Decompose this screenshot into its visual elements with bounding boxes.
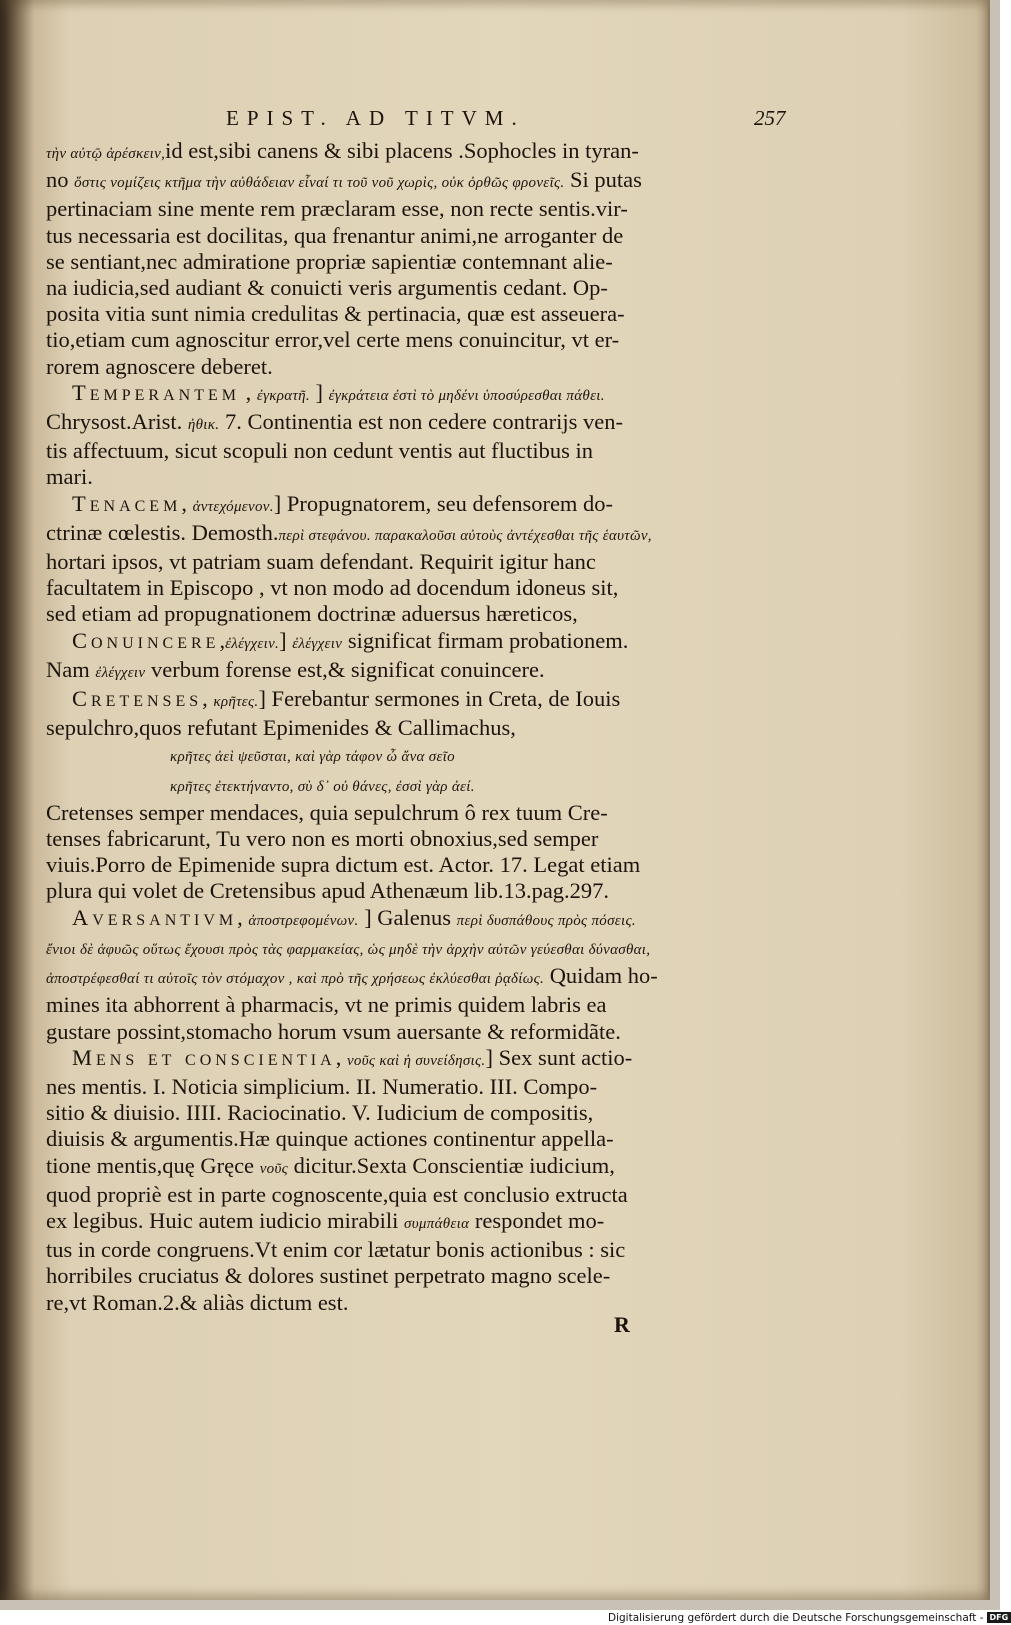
text-line: [46, 275, 746, 301]
latin-text: sed etiam ad propugnationem doctrinæ aduersus hæreticos,: [46, 601, 578, 627]
lemma-heading: Conuincere: [72, 627, 220, 653]
text-line: [46, 905, 746, 934]
greek-text: συμπάθεια: [404, 1215, 470, 1232]
text-line: [46, 520, 746, 549]
latin-text: ex legibus. Huic autem iudicio mirabili: [46, 1207, 405, 1233]
text-line: [46, 491, 746, 520]
latin-text: 7. Continentia est non cedere contrarijs ven-: [219, 409, 623, 435]
latin-text: ,: [239, 379, 257, 405]
text-line: [46, 963, 746, 992]
greek-text: ὅστις νομίζεις κτῆμα τὴν αὐθάδειαν εἶναί τι τοῦ νοῦ χωρὶς, οὐκ ὀρθῶς φρονεῖς.: [74, 175, 565, 192]
text-line: [46, 1074, 746, 1100]
latin-text: Cretenses semper mendaces, quia sepulchrum ô rex tuum Cre-: [46, 799, 608, 825]
latin-text: Quidam ho-: [544, 963, 658, 989]
text-line: [46, 715, 746, 741]
text-line: [46, 1208, 746, 1237]
text-line: [46, 686, 746, 715]
text-line: [46, 1153, 746, 1182]
latin-text: dicitur.Sexta Conscientiæ iudicium,: [288, 1152, 615, 1178]
text-line: [46, 992, 746, 1018]
greek-text: ἀποστρεφομένων.: [248, 912, 359, 929]
lemma-heading: Aversantivm: [72, 904, 238, 930]
latin-text: tio,etiam cum agnoscitur error,vel certe mens conuincitur, vt er-: [46, 327, 620, 353]
running-head-title: EPIST. AD TITVM.: [226, 106, 525, 130]
latin-text: na iudicia,sed audiant & conuicti veris argumentis cedant. Op-: [46, 275, 608, 301]
latin-text: ,: [181, 490, 193, 516]
latin-text: gustare possint,stomacho horum vsum auersante & reformidãte.: [46, 1018, 621, 1044]
latin-text: sitio & diuisio. IIII. Raciocinatio. V. Iudicium de compositis,: [46, 1100, 594, 1126]
latin-text: Si putas: [564, 167, 642, 193]
text-line: [46, 327, 746, 353]
text-line: [46, 878, 746, 904]
greek-text: νοῦς: [259, 1160, 289, 1177]
latin-text: Chrysost.Arist.: [46, 409, 188, 435]
latin-text: ,: [202, 686, 214, 712]
text-line: [46, 1182, 746, 1208]
text-line: [46, 249, 746, 275]
greek-text: ἠθικ.: [187, 417, 220, 434]
latin-text: mines ita abhorrent à pharmacis, vt ne primis quidem labris ea: [46, 992, 607, 1018]
greek-text: ἐλέγχειν: [292, 635, 343, 652]
latin-text: pertinaciam sine mente rem præclaram esse, non recte sentis.vir-: [46, 196, 628, 222]
text-line: [46, 223, 746, 249]
lemma-heading: Tenacem: [72, 490, 182, 516]
text-line: [46, 657, 746, 686]
text-line: [46, 852, 746, 878]
greek-text: κρῆτες ἀεὶ ψεῦσται, καὶ γὰρ τάφον ὦ ἄνα σεῖο: [170, 749, 455, 766]
latin-text: se sentiant,nec admiratione propriæ sapientiæ contemnant alie-: [46, 248, 613, 274]
text-line: [46, 800, 746, 826]
latin-text: no: [46, 167, 75, 193]
text-line: [46, 1290, 746, 1316]
text-line: [46, 1045, 746, 1074]
latin-text: facultatem in Episcopo , vt non modo ad docendum idoneus sit,: [46, 575, 619, 601]
latin-text: ,: [237, 904, 249, 930]
text-line: [46, 1126, 746, 1152]
greek-text: περὶ στεφάνου. παρακαλοῦσι αὐτοὺς ἀντέχεσθαι τῆς ἑαυτῶν,: [278, 527, 652, 544]
greek-text: ἀποστρέφεσθαί τι αὐτοῖς τὸν στόμαχον , καὶ πρὸ τῆς χρήσεως ἐκλύεσθαι ῥᾳδίως.: [46, 971, 545, 988]
latin-text: ] Galenus: [358, 904, 457, 930]
latin-text: diuisis & argumentis.Hæ quinque actiones continentur appella-: [46, 1126, 614, 1152]
text-line: [46, 601, 746, 627]
greek-text: ἐλέγχειν: [95, 664, 146, 681]
text-line: [46, 934, 746, 963]
latin-text: hortari ipsos, vt patriam suam defendant. Requirit igitur hanc: [46, 549, 596, 575]
latin-text: viuis.Porro de Epimenide supra dictum est. Actor. 17. Legat etiam: [46, 852, 641, 878]
latin-text: horribiles cruciatus & dolores sustinet perpetrato magno scele-: [46, 1263, 611, 1289]
latin-text: ]: [309, 379, 329, 405]
dfg-logo: DFG: [987, 1612, 1011, 1623]
latin-text: tus in corde congruens.Vt enim cor lætatur bonis actionibus : sic: [46, 1237, 626, 1263]
page-number: 257: [754, 106, 786, 130]
page-text: [46, 138, 746, 1316]
latin-text: sepulchro,quos refutant Epimenides & Callimachus,: [46, 715, 516, 741]
text-line: [46, 1100, 746, 1126]
latin-text: significat firmam probationem.: [342, 627, 629, 653]
footer-credit: Digitalisierung gefördert durch die Deutsche Forschungsgemeinschaft -: [608, 1611, 984, 1624]
latin-text: ctrinæ cœlestis. Demosth.: [46, 519, 279, 545]
digitization-footer: [608, 1610, 1011, 1625]
latin-text: posita vitia sunt nimia credulitas & pertinacia, quæ est asseuera-: [46, 301, 625, 327]
text-line: [46, 380, 746, 409]
latin-text: Nam: [46, 656, 96, 682]
latin-text: tenses fabricarunt, Tu vero non es morti obnoxius,sed semper: [46, 826, 599, 852]
latin-text: ] Propugnatorem, seu defensorem do-: [273, 490, 614, 516]
text-line: [46, 354, 746, 380]
text-line: [46, 464, 746, 490]
text-line: [46, 138, 746, 167]
greek-text: νοῦς καὶ ἡ συνείδησις.: [346, 1052, 486, 1069]
lemma-heading: Mens et conscientia: [72, 1044, 336, 1070]
latin-text: tione mentis,quę Gręce: [46, 1152, 260, 1178]
latin-text: respondet mo-: [469, 1207, 605, 1233]
greek-text: περὶ δυσπάθους πρὸς πόσεις.: [456, 912, 636, 929]
latin-text: ] Sex sunt actio-: [485, 1044, 633, 1070]
latin-text: rorem agnoscere deberet.: [46, 353, 273, 379]
running-head: [70, 106, 786, 136]
text-line: [46, 826, 746, 852]
greek-text: ἀντεχόμενον.: [192, 498, 274, 515]
text-line: [46, 167, 746, 196]
text-line: [46, 1237, 746, 1263]
greek-text: ἐλέγχειν.: [225, 635, 280, 652]
latin-text: nes mentis. I. Noticia simplicium. II. Numeratio. III. Compo-: [46, 1073, 598, 1099]
greek-text: κρῆτες ἐτεκτήναντο, σὺ δ᾽ οὐ θάνες, ἐσσὶ γὰρ ἀεί.: [170, 778, 475, 795]
greek-text: τὴν αὐτῷ ἀρέσκειν,: [46, 146, 166, 162]
greek-text: ἐγκράτεια ἐστὶ τὸ μηδένι ὑποσύρεσθαι πάθει.: [328, 387, 605, 404]
latin-text: ,: [335, 1044, 347, 1070]
text-line: [46, 549, 746, 575]
text-line: [46, 628, 746, 657]
text-line: [46, 575, 746, 601]
latin-text: ,: [219, 627, 226, 653]
lemma-heading: Cretenses: [72, 686, 203, 712]
latin-text: id est,sibi canens & sibi placens .Sophocles in tyran-: [165, 138, 639, 163]
latin-text: ]: [279, 627, 293, 653]
text-line: [46, 771, 746, 800]
lemma-heading: Temperantem: [72, 379, 240, 405]
latin-text: verbum forense est,& significat conuincere.: [145, 656, 545, 682]
latin-text: plura qui volet de Cretensibus apud Athenæum lib.13.pag.297.: [46, 878, 610, 904]
text-line: [46, 438, 746, 464]
latin-text: re,vt Roman.2.& aliàs dictum est.: [46, 1289, 349, 1315]
latin-text: quod propriè est in parte cognoscente,quia est conclusio extructa: [46, 1181, 628, 1207]
latin-text: tus necessaria est docilitas, qua frenantur animi,ne arroganter de: [46, 222, 624, 248]
text-line: [46, 196, 746, 222]
greek-text: κρῆτες.: [213, 694, 259, 711]
greek-text: ἔνιοι δὲ ἀφυῶς οὕτως ἔχουσι πρὸς τὰς φαρμακείας, ὡς μηδὲ τὴν ἀρχὴν αὐτῶν γεύεσθαι δύνασθαι,: [46, 941, 651, 958]
latin-text: mari.: [46, 464, 93, 490]
text-line: [46, 1019, 746, 1045]
greek-text: ἐγκρατῆ.: [256, 387, 310, 404]
latin-text: ] Ferebantur sermones in Creta, de Iouis: [258, 686, 621, 712]
text-line: [46, 301, 746, 327]
catchword: R: [614, 1312, 630, 1337]
latin-text: tis affectuum, sicut scopuli non cedunt ventis aut fluctibus in: [46, 438, 593, 464]
text-line: [46, 409, 746, 438]
text-line: [46, 1263, 746, 1289]
text-line: [46, 741, 746, 770]
